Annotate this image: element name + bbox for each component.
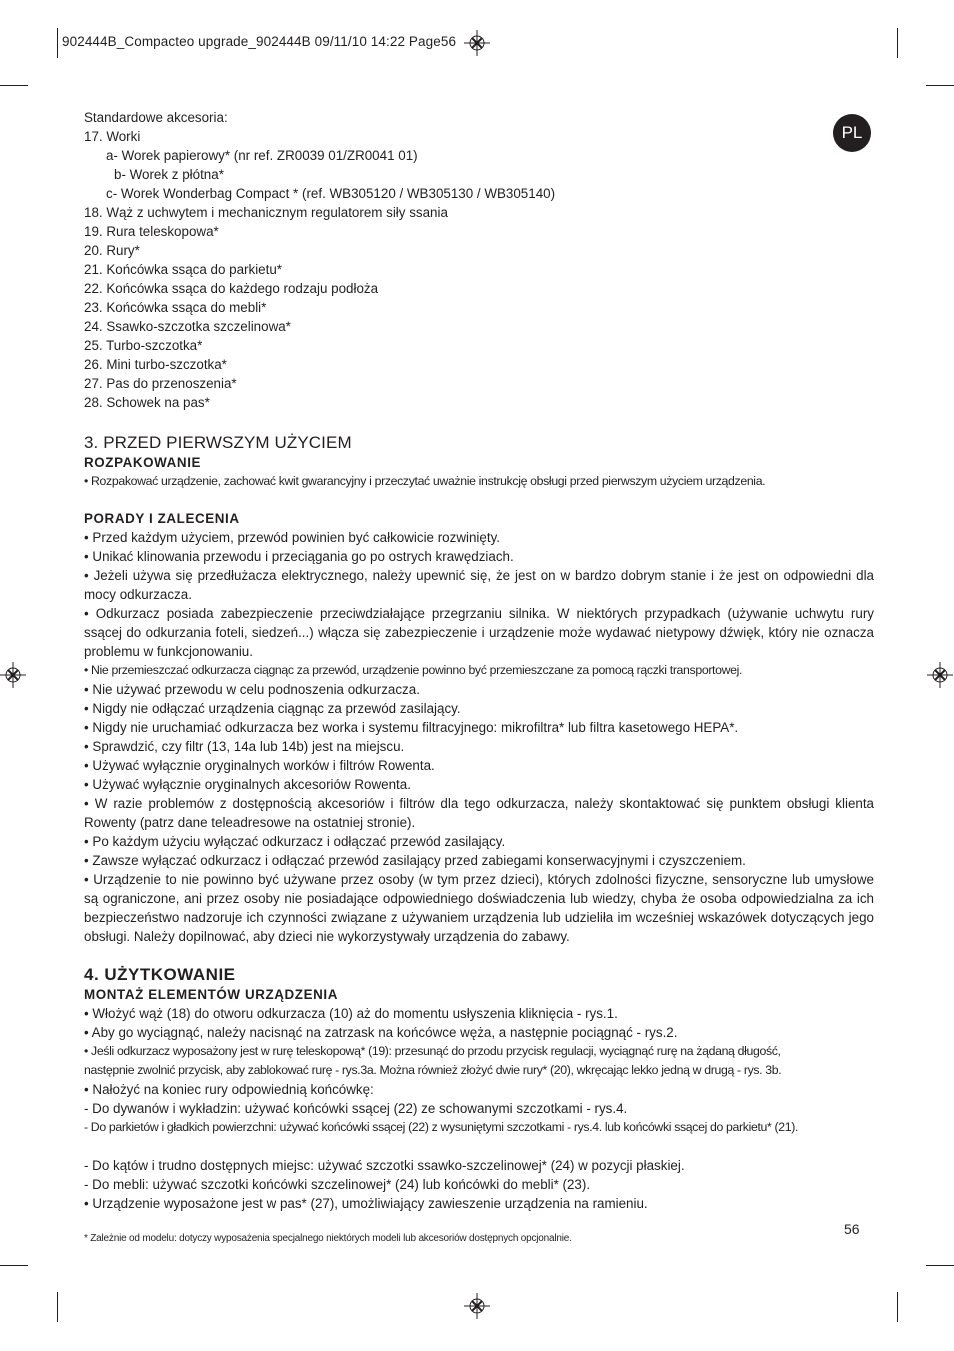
paragraph: • Włożyć wąż (18) do otworu odkurzacza (10) aż do momentu usłyszenia kliknięcia - rys.1.: [84, 1006, 618, 1021]
section-heading: 3. PRZED PIERWSZYM UŻYCIEM: [84, 433, 352, 452]
list-item: 21. Końcówka ssąca do parkietu*: [84, 262, 283, 277]
crop-mark: [897, 1292, 898, 1322]
list-item: 25. Turbo-szczotka*: [84, 338, 203, 353]
paragraph: • Używać wyłącznie oryginalnych akcesoriów Rowenta.: [84, 777, 411, 792]
paragraph: • Przed każdym użyciem, przewód powinien być całkowicie rozwinięty.: [84, 530, 500, 545]
print-file-header: 902444B_Compacteo upgrade_902444B 09/11/10 14:22 Page56: [62, 34, 457, 49]
paragraph: • Nie używać przewodu w celu podnoszenia odkurzacza.: [84, 682, 420, 697]
list-item: c- Worek Wonderbag Compact * (ref. WB305120 / WB305130 / WB305140): [106, 186, 556, 201]
crop-mark: [0, 1265, 28, 1266]
crop-mark: [897, 28, 898, 58]
list-item: b- Worek z płótna*: [114, 167, 224, 182]
paragraph: następnie zwolnić przycisk, aby zablokować rurę - rys.3a. Można również złożyć dwie rury* (20), wkręcając lekko jedną w drugą - rys. 3b.: [84, 1063, 782, 1077]
paragraph: • W razie problemów z dostępnością akcesoriów i filtrów dla tego odkurzacza, należy skontaktować się punktem obsługi klienta Rowenty (patrz dane teleadresowe na ostatniej stronie).: [84, 796, 874, 830]
list-item: 23. Końcówka ssąca do mebli*: [84, 300, 267, 315]
list-item: a- Worek papierowy* (nr ref. ZR0039 01/ZR0041 01): [106, 148, 418, 163]
registration-mark-icon: [464, 1293, 490, 1319]
list-item: 27. Pas do przenoszenia*: [84, 376, 237, 391]
subsection-heading: MONTAŻ ELEMENTÓW URZĄDZENIA: [84, 987, 338, 1002]
paragraph: • Jeśli odkurzacz wyposażony jest w rurę teleskopową* (19): przesunąć do przodu przycisk regulacji, wyciągnąć rurę na żądaną długość,: [84, 1044, 781, 1058]
list-item: 19. Rura teleskopowa*: [84, 224, 219, 239]
crop-mark: [57, 28, 58, 58]
paragraph: • Aby go wyciągnąć, należy nacisnąć na zatrzask na końcówce węża, a następnie pociągnąć - rys.2.: [84, 1025, 678, 1040]
paragraph: • Urządzenie to nie powinno być używane przez osoby (w tym przez dzieci), których zdolności fizyczne, sensoryczne lub umysłowe są ograniczone, ani przez osoby nie posiadające odpowiedniego doświadczenia lub wiedzy, chyba że osoba odpowiedzialna za ich bezpieczeństwo nadzoruje ich czynności związane z używaniem urządzenia lub udzieliła im wcześniej wskazówek dotyczących jego obsługi. Należy dopilnować, aby dzieci nie wykorzystywały urządzenia do zabawy.: [84, 872, 874, 944]
registration-mark-icon: [0, 662, 26, 688]
list-item: 20. Rury*: [84, 243, 140, 258]
paragraph: • Urządzenie wyposażone jest w pas* (27), umożliwiający zawieszenie urządzenia na ramieniu.: [84, 1196, 648, 1211]
paragraph: • Odkurzacz posiada zabezpieczenie przeciwdziałające przegrzaniu silnika. W niektórych przypadkach (używanie uchwytu rury ssącej do odkurzania foteli, siedzeń...) włącza się zabezpieczenie i urządzenie może wydawać nietypowy dźwięk, który nie oznacza problemu w funkcjonowaniu.: [84, 606, 874, 659]
paragraph: • Nie przemieszczać odkurzacza ciągnąc za przewód, urządzenie powinno być przemieszczane za pomocą rączki transportowej.: [84, 663, 743, 677]
list-item: 22. Końcówka ssąca do każdego rodzaju podłoża: [84, 281, 379, 296]
paragraph: • Unikać klinowania przewodu i przeciągania go po ostrych krawędziach.: [84, 549, 514, 564]
list-item: 17. Worki: [84, 129, 141, 144]
list-item: 28. Schowek na pas*: [84, 395, 210, 410]
list-item: 24. Ssawko-szczotka szczelinowa*: [84, 319, 291, 334]
crop-mark: [926, 1265, 954, 1266]
paragraph: • Rozpakować urządzenie, zachować kwit gwarancyjny i przeczytać uważnie instrukcję obsługi przed pierwszym użyciem urządzenia.: [84, 474, 766, 488]
registration-mark-icon: [464, 30, 490, 56]
paragraph: • Używać wyłącznie oryginalnych worków i filtrów Rowenta.: [84, 758, 435, 773]
paragraph: • Zawsze wyłączać odkurzacz i odłączać przewód zasilający przed zabiegami konserwacyjnymi i czyszczeniem.: [84, 853, 746, 868]
subsection-heading: PORADY I ZALECENIA: [84, 511, 240, 526]
page-content: [84, 108, 874, 1213]
crop-mark: [0, 85, 28, 86]
paragraph: - Do kątów i trudno dostępnych miejsc: używać szczotki ssawko-szczelinowej* (24) w pozycji płaskiej.: [84, 1158, 685, 1173]
crop-mark: [57, 1292, 58, 1322]
paragraph: • Jeżeli używa się przedłużacza elektrycznego, należy upewnić się, że jest on w bardzo dobrym stanie i że jest on odpowiedni dla mocy odkurzacza.: [84, 568, 874, 602]
paragraph: • Nałożyć na koniec rury odpowiednią końcówkę:: [84, 1082, 374, 1097]
paragraph: - Do dywanów i wykładzin: używać końcówki ssącej (22) ze schowanymi szczotkami - rys.4.: [84, 1101, 628, 1116]
subsection-heading: ROZPAKOWANIE: [84, 455, 202, 470]
paragraph: • Nigdy nie uruchamiać odkurzacza bez worka i systemu filtracyjnego: mikrofiltra* lub filtra kasetowego HEPA*.: [84, 720, 739, 735]
footnote: * Zależnie od modelu: dotyczy wyposażenia specjalnego niektórych modeli lub akcesoriów dostępnych opcjonalnie.: [84, 1233, 572, 1244]
paragraph: • Nigdy nie odłączać urządzenia ciągnąc za przewód zasilający.: [84, 701, 461, 716]
crop-mark: [926, 85, 954, 86]
page-number: 56: [844, 1221, 860, 1237]
paragraph: - Do mebli: używać szczotki końcówki szczelinowej* (24) lub końcówki do mebli* (23).: [84, 1177, 591, 1192]
language-badge: PL: [833, 114, 871, 152]
paragraph: • Sprawdzić, czy filtr (13, 14a lub 14b) jest na miejscu.: [84, 739, 405, 754]
section-heading: 4. UŻYTKOWANIE: [84, 965, 236, 984]
list-item: 26. Mini turbo-szczotka*: [84, 357, 227, 372]
registration-mark-icon: [927, 662, 953, 688]
paragraph: • Po każdym użyciu wyłączać odkurzacz i odłączać przewód zasilający.: [84, 834, 506, 849]
list-item: 18. Wąż z uchwytem i mechanicznym regulatorem siły ssania: [84, 205, 448, 220]
accessories-title: Standardowe akcesoria:: [84, 110, 228, 125]
paragraph: - Do parkietów i gładkich powierzchni: używać końcówki ssącej (22) z wysuniętymi szczotkami - rys.4. lub końcówki ssącej do parkietu* (21).: [84, 1120, 799, 1134]
